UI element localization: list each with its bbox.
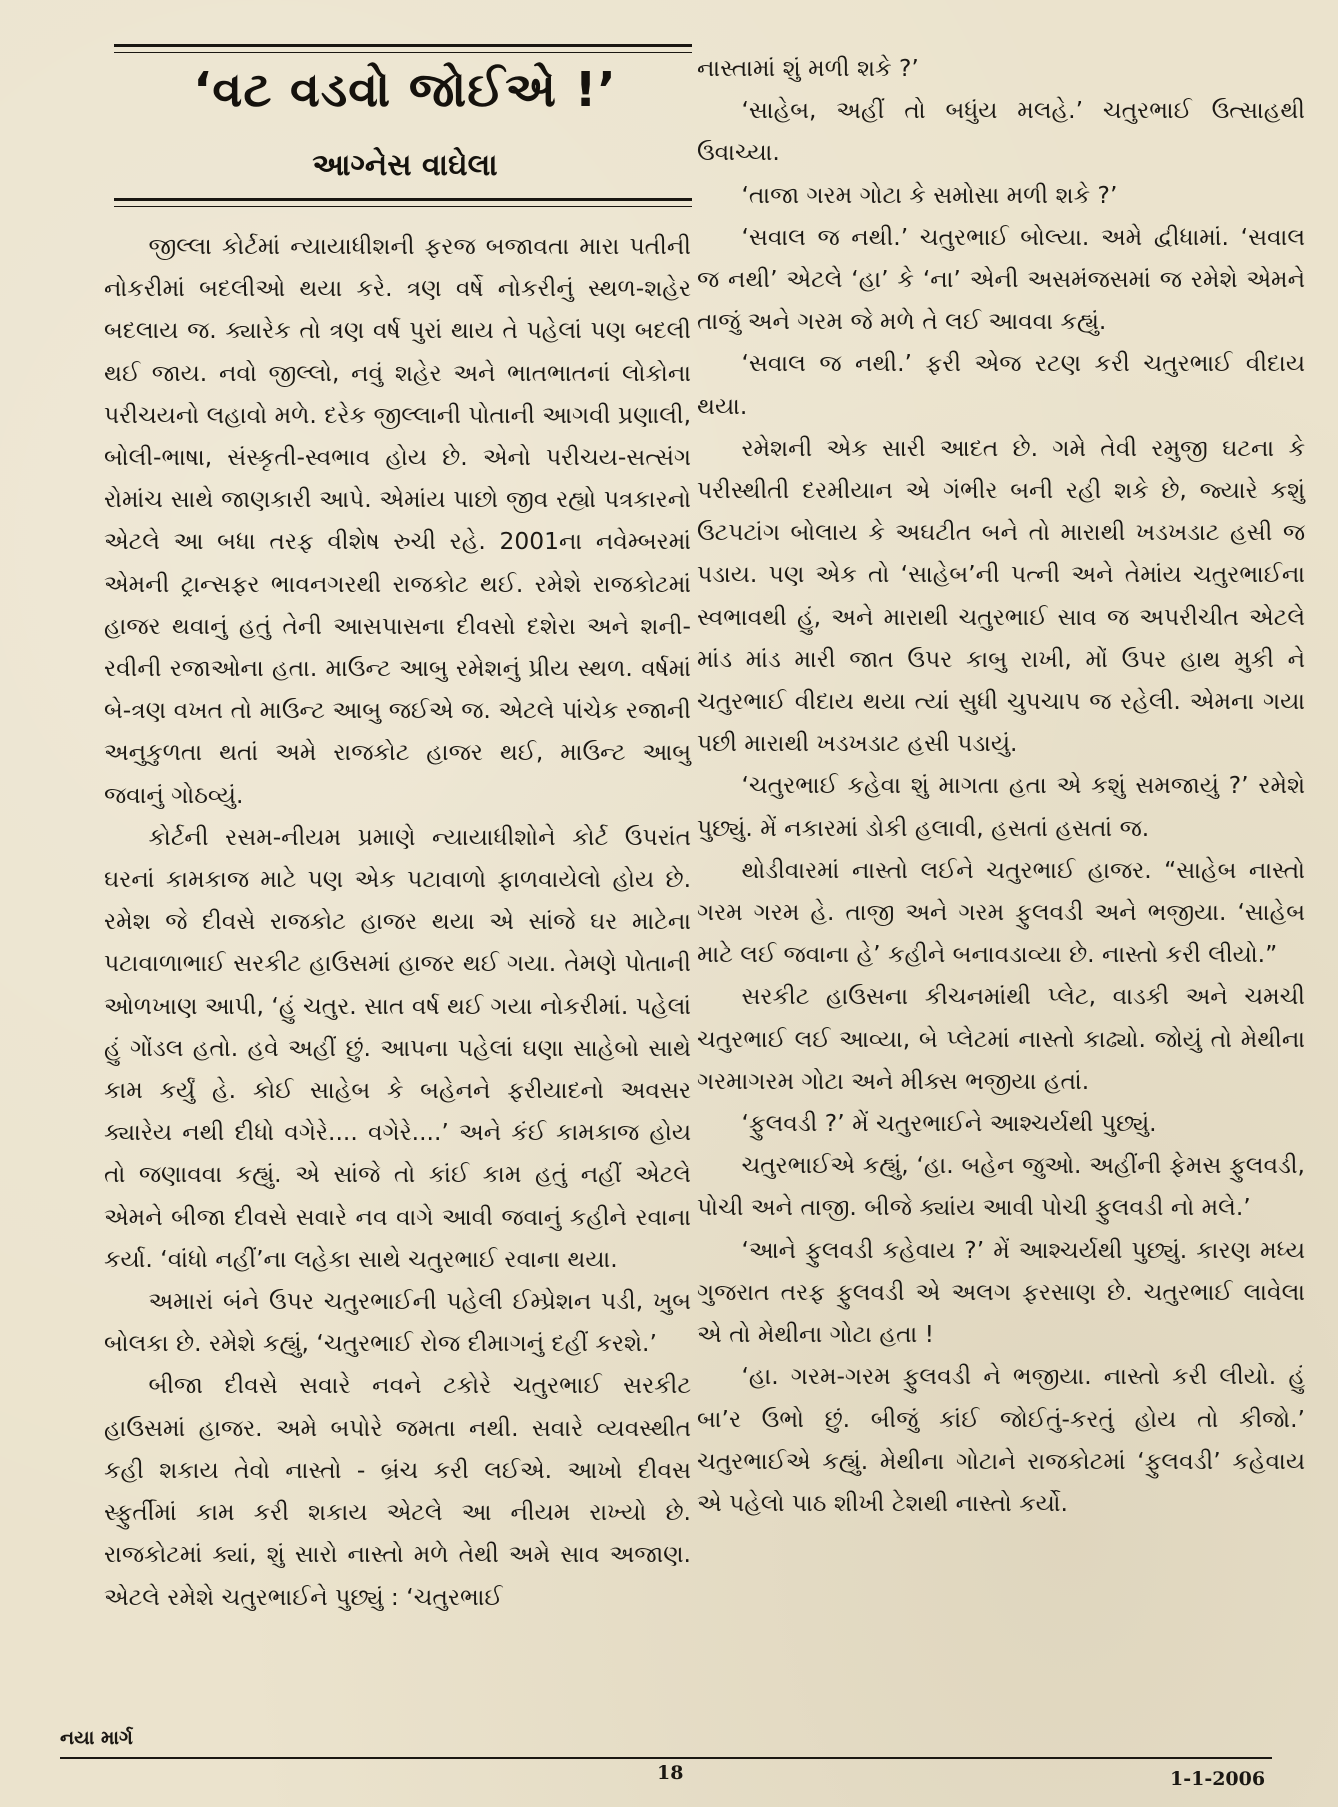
header-bottom-rule [114, 198, 692, 201]
paragraph: ચતુરભાઈએ કહ્યું, ‘હા. બહેન જુઓ. અહીંની ફેમસ ફુલવડી, પોચી અને તાજી. બીજે ક્યાંય આવી પોચી ફુલવડી નો મલે.’ [697, 1151, 1305, 1222]
paragraph: થોડીવારમાં નાસ્તો લઈને ચતુરભાઈ હાજર. “સાહેબ નાસ્તો ગરમ ગરમ હે. તાજી અને ગરમ ફુલવડી અને ભજીયા. ‘સાહેબ માટે લઈ જવાના હે’ કહીને બનાવડાવ્યા છે. નાસ્તો કરી લીયો.” [697, 855, 1305, 969]
paragraph: નાસ્તામાં શું મળી શકે ?’ [697, 54, 919, 82]
paragraph: અમારાં બંને ઉપર ચતુરભાઈની પહેલી ઈમ્પ્રેશન પડી, ખુબ બોલકા છે. રમેશે કહ્યું, ‘ચતુરભાઈ રોજ દીમાગનું દહીં કરશે.’ [104, 1287, 691, 1358]
article-title: ‘વટ વડવો જોઈએ !’ [193, 62, 617, 118]
paragraph: ‘ફુલવડી ?’ મેં ચતુરભાઈને આશ્ચર્યથી પુછ્યું. [741, 1109, 1157, 1138]
paragraph: ‘ચતુરભાઈ કહેવા શું માગતા હતા એ કશું સમજાયું ?’ રમેશે પુછ્યું. મેં નકારમાં ડોકી હલાવી, હસતાં હસતાં જ. [697, 771, 1305, 842]
article-author: આગ્નેસ વાઘેલા [312, 148, 498, 183]
paragraph: ‘તાજા ગરમ ગોટા કે સમોસા મળી શકે ?’ [741, 180, 1118, 209]
paragraph: ‘સાહેબ, અહીં તો બધુંય મલહે.’ ચતુરભાઈ ઉત્સાહથી ઉવાચ્યા. [697, 96, 1305, 167]
paragraph: ‘સવાલ જ નથી.’ ચતુરભાઈ બોલ્યા. અમે દ્વીધામાં. ‘સવાલ જ નથી’ એટલે ‘હા’ કે ‘ના’ એની અસમંજસમાં જ રમેશે એમને તાજું અને ગરમ જે મળે તે લઈ આવવા કહ્યું. [697, 222, 1305, 336]
paragraph: રમેશની એક સારી આદત છે. ગમે તેવી રમુજી ઘટના કે પરીસ્થીતી દરમીયાન એ ગંભીર બની રહી શકે છે, જ્યારે કશું ઉટપટાંગ બોલાય કે અઘટીત બને તો મારાથી ખડખડાટ હસી જ પડાય. પણ એક તો ‘સાહેબ’ની પત્ની અને તેમાંય ચતુરભાઈના સ્વભાવથી હું, અને મારાથી ચતુરભાઈ સાવ જ અપરીચીત એટલે માંડ માંડ મારી જાત ઉપર કાબુ રાખી, મોં ઉપર હાથ મુકી ને ચતુરભાઈ વીદાય થયા ત્યાં સુધી ચુપચાપ જ રહેલી. એમના ગયા પછી મારાથી ખડખડાટ હસી પડાયું. [697, 433, 1305, 758]
paragraph: ‘આને ફુલવડી કહેવાય ?’ મેં આશ્ચર્યથી પુછ્યું. કારણ મધ્ય ગુજરાત તરફ ફુલવડી એ અલગ ફરસાણ છે. ચતુરભાઈ લાવેલા એ તો મેથીના ગોટા હતા ! [697, 1235, 1305, 1349]
header-bottom-rule-thin [114, 206, 692, 207]
paragraph: સરકીટ હાઉસના કીચનમાંથી પ્લેટ, વાડકી અને ચમચી ચતુરભાઈ લઈ આવ્યા, બે પ્લેટમાં નાસ્તો કાઢ્યો. જોયું તો મેથીના ગરમાગરમ ગોટા અને મીક્સ ભજીયા હતાં. [697, 982, 1305, 1095]
footer-rule [60, 1757, 1272, 1759]
paragraph: જીલ્લા કોર્ટમાં ન્યાયાધીશની ફરજ બજાવતા મારા પતીની નોકરીમાં બદલીઓ થયા કરે. ત્રણ વર્ષે નોકરીનું સ્થળ-શહેર બદલાય જ. ક્યારેક તો ત્રણ વર્ષ પુરાં થાય તે પહેલાં પણ બદલી થઈ જાય. નવો જીલ્લો, નવું શહેર અને ભાતભાતનાં લોકોના પરીચયનો લહાવો મળે. દરેક જીલ્લાની પોતાની આગવી પ્રણાલી, બોલી-ભાષા, સંસ્કૃતી-સ્વભાવ હોય છે. એનો પરીચય-સત્સંગ રોમાંચ સાથે જાણકારી આપે. એમાંય પાછો જીવ રહ્યો પત્રકારનો એટલે આ બધા તરફ વીશેષ રુચી રહે. 2001ના નવેમ્બરમાં એમની ટ્રાન્સફર ભાવનગરથી રાજકોટ થઈ. રમેશે રાજકોટમાં હાજર થવાનું હતું તેની આસપાસના દીવસો દશેરા અને શની-રવીની રજાઓના હતા. માઉન્ટ આબુ રમેશનું પ્રીય સ્થળ. વર્ષમાં બે-ત્રણ વખત તો માઉન્ટ આબુ જઈએ જ. એટલે પાંચેક રજાની અનુકુળતા થતાં અમે રાજકોટ હાજર થઈ, માઉન્ટ આબુ જવાનું ગોઠવ્યું. [104, 232, 691, 809]
footer-page-number: 18 [657, 1762, 684, 1784]
left-column [104, 225, 691, 1618]
right-column [697, 47, 1305, 1524]
footer-date: 1-1-2006 [1170, 1768, 1266, 1790]
paragraph: કોર્ટની રસમ-નીયમ પ્રમાણે ન્યાયાધીશોને કોર્ટ ઉપરાંત ઘરનાં કામકાજ માટે પણ એક પટાવાળો ફાળવાયેલો હોય છે. રમેશ જે દીવસે રાજકોટ હાજર થયા એ સાંજે ઘર માટેના પટાવાળાભાઈ સરકીટ હાઉસમાં હાજર થઈ ગયા. તેમણે પોતાની ઓળખાણ આપી, ‘હું ચતુર. સાત વર્ષ થઈ ગયા નોકરીમાં. પહેલાં હું ગોંડલ હતો. હવે અહીં છું. આપના પહેલાં ઘણા સાહેબો સાથે કામ કર્યું હે. કોઈ સાહેબ કે બહેનને ફરીયાદનો અવસર ક્યારેય નથી દીધો વગેરે.... વગેરે....’ અને કંઈ કામકાજ હોય તો જણાવવા કહ્યું. એ સાંજે તો કાંઈ કામ હતું નહીં એટલે એમને બીજા દીવસે સવારે નવ વાગે આવી જવાનું કહીને રવાના કર્યા. ‘વાંધો નહીં’ના લહેકા સાથે ચતુરભાઈ રવાના થયા. [104, 822, 691, 1273]
footer-magazine-name: નયા માર્ગ [60, 1727, 133, 1749]
header-top-rule-thin [114, 52, 692, 53]
paragraph: ‘હા. ગરમ-ગરમ ફુલવડી ને ભજીયા. નાસ્તો કરી લીયો. હું બા’ર ઉભો છું. બીજું કાંઈ જોઈતું-કરતું હોય તો કીજો.’ ચતુરભાઈએ કહ્યું. મેથીના ગોટાને રાજકોટમાં ‘ફુલવડી’ કહેવાય એ પહેલો પાઠ શીખી ટેશથી નાસ્તો કર્યો. [697, 1362, 1305, 1517]
paragraph: ‘સવાલ જ નથી.’ ફરી એજ રટણ કરી ચતુરભાઈ વીદાય થયા. [697, 349, 1305, 420]
header-top-rule [114, 44, 692, 47]
paragraph: બીજા દીવસે સવારે નવને ટકોરે ચતુરભાઈ સરકીટ હાઉસમાં હાજર. અમે બપોરે જમતા નથી. સવારે વ્યવસ્થીત કહી શકાય તેવો નાસ્તો - બ્રંચ કરી લઈએ. આખો દીવસ સ્ફુર્તીમાં કામ કરી શકાય એટલે આ નીયમ રાખ્યો છે. રાજકોટમાં ક્યાં, શું સારો નાસ્તો મળે તેથી અમે સાવ અજાણ. એટલે રમેશે ચતુરભાઈને પુછ્યું : ‘ચતુરભાઈ [104, 1371, 691, 1611]
